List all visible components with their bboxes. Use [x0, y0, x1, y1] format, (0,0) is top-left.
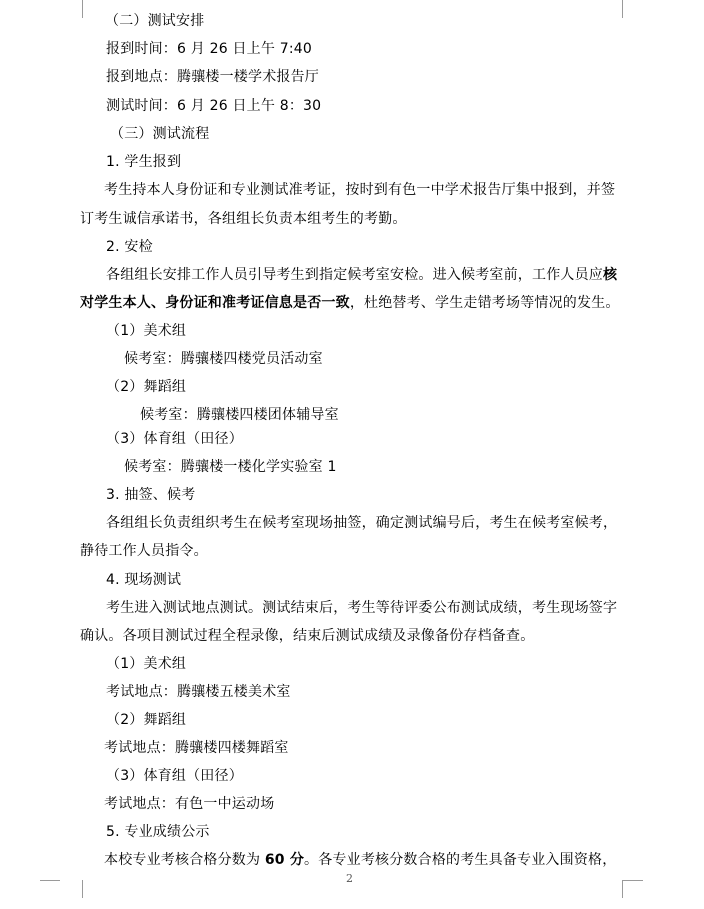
step-5-text-normal-2: 。各专业考核分数合格的考生具备专业入围资格，: [304, 852, 617, 868]
crop-mark-bottom-left: [60, 880, 83, 898]
step-4-group-dance: （2）舞蹈组: [106, 712, 187, 728]
step-2-title: 2. 安检: [106, 239, 153, 255]
step-2-text-bold: 核: [603, 267, 618, 283]
section-heading-process: （三）测试流程: [110, 126, 210, 142]
step-1-paragraph-line-2: 订考生诚信承诺书，各组组长负责本组考生的考勤。: [80, 211, 407, 227]
step-2-paragraph-line-2: [80, 293, 620, 313]
step-2-paragraph-line-1: [106, 265, 617, 285]
step-2-group-art: （1）美术组: [106, 323, 187, 339]
crop-mark-top-right: [622, 0, 645, 18]
report-place: 报到地点：腾骧楼一楼学术报告厅: [106, 69, 319, 85]
step-3-paragraph-line-2: 静待工作人员指令。: [80, 543, 208, 559]
step-4-group-sports: （3）体育组（田径）: [106, 768, 243, 784]
step-1-paragraph-line-1: 考生持本人身份证和专业测试准考证，按时到有色一中学术报告厅集中报到，并签: [104, 182, 616, 198]
test-time: 测试时间：6 月 26 日上午 8：30: [106, 98, 322, 114]
step-2-group-sports: （3）体育组（田径）: [106, 431, 243, 447]
step-4-group-art: （1）美术组: [106, 656, 187, 672]
crop-mark-top-left: [60, 0, 83, 18]
step-5-title: 5. 专业成绩公示: [106, 824, 210, 840]
step-3-paragraph-line-1: 各组组长负责组织考生在候考室现场抽签，确定测试编号后，考生在候考室候考，: [106, 515, 618, 531]
step-2-group-sports-room: 候考室：腾骧楼一楼化学实验室 1: [124, 459, 337, 475]
step-2-text-normal: 各组组长安排工作人员引导考生到指定候考室安检。进入候考室前，工作人员应: [106, 267, 603, 283]
crop-mark-bottom-right: [622, 880, 645, 898]
step-4-paragraph-line-1: 考生进入测试地点测试。测试结束后，考生等待评委公布测试成绩，考生现场签字: [106, 600, 618, 616]
crop-mark-bottom-right-h: [623, 880, 643, 881]
crop-mark-bottom-left-h: [40, 880, 60, 881]
step-2-text-normal-2: ，杜绝替考、学生走错考场等情况的发生。: [349, 295, 620, 311]
step-3-title: 3. 抽签、候考: [106, 487, 196, 503]
step-2-group-dance-room: 候考室：腾骧楼四楼团体辅导室: [140, 407, 339, 423]
step-5-passing-score: 60 分: [264, 852, 305, 868]
step-2-text-bold-2: 对学生本人、身份证和准考证信息是否一致: [80, 295, 350, 311]
step-4-paragraph-line-2: 确认。各项目测试过程全程录像，结束后测试成绩及录像备份存档备查。: [80, 628, 535, 644]
step-4-group-art-place: 考试地点：腾骧楼五楼美术室: [106, 684, 291, 700]
step-4-group-dance-place: 考试地点：腾骧楼四楼舞蹈室: [104, 740, 289, 756]
report-time: 报到时间：6 月 26 日上午 7:40: [106, 41, 312, 57]
step-4-title: 4. 现场测试: [106, 572, 182, 588]
step-4-group-sports-place: 考试地点：有色一中运动场: [104, 796, 275, 812]
step-1-title: 1. 学生报到: [106, 154, 182, 170]
page-number: 2: [346, 872, 353, 885]
step-2-group-art-room: 候考室：腾骧楼四楼党员活动室: [124, 351, 323, 367]
step-5-text-normal: 本校专业考核合格分数为: [104, 852, 265, 868]
step-5-paragraph-line-1: [104, 850, 616, 870]
step-2-group-dance: （2）舞蹈组: [106, 379, 187, 395]
section-heading-arrangement: （二）测试安排: [105, 13, 205, 29]
